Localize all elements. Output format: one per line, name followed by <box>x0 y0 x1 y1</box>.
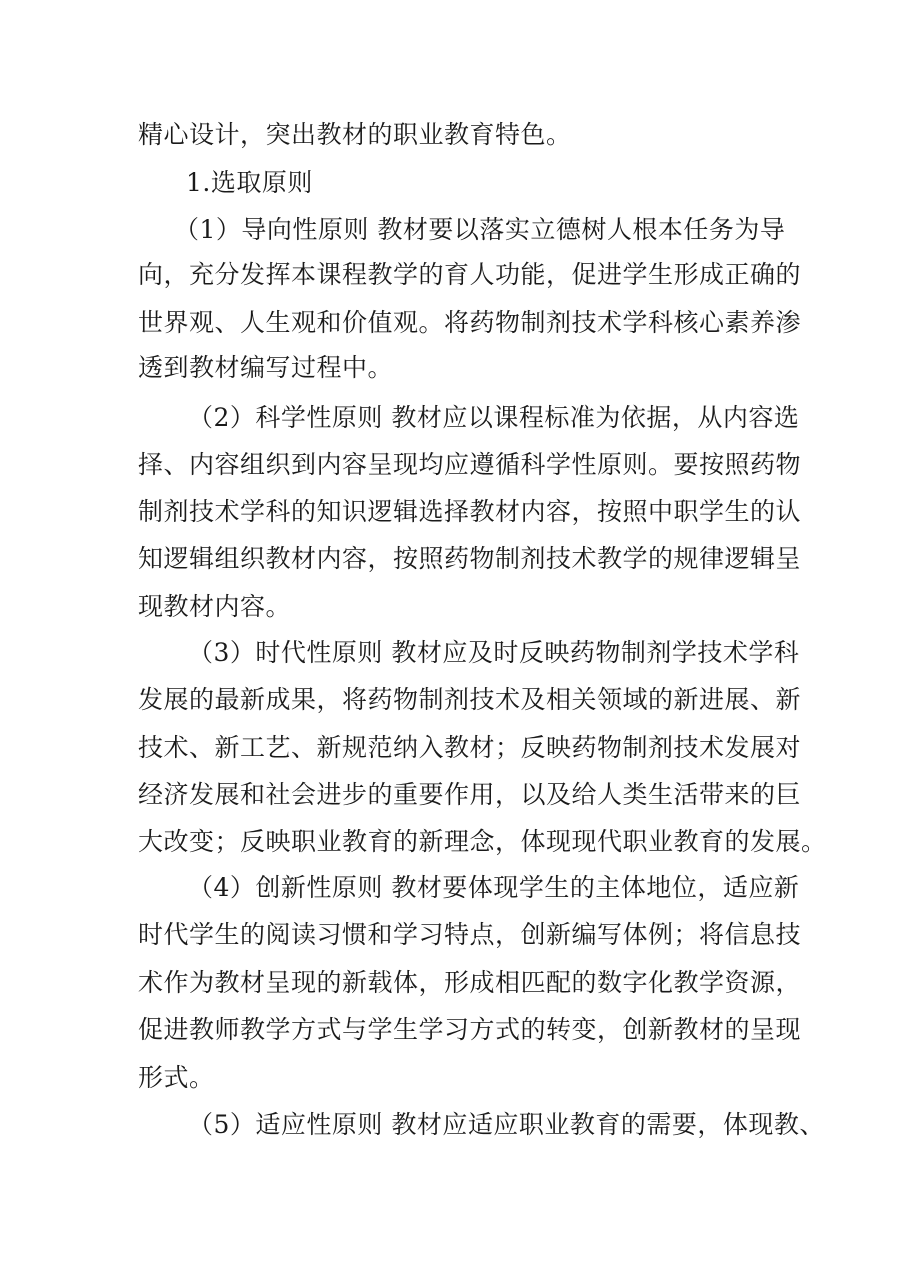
text-line: （2）科学性原则 教材应以课程标准为依据，从内容选 <box>188 403 800 432</box>
section-heading: 1.选取原则 <box>186 168 313 197</box>
text-line: 术作为教材呈现的新载体，形成相匹配的数字化教学资源， <box>138 968 802 997</box>
text-line: 世界观、人生观和价值观。将药物制剂技术学科核心素养渗 <box>138 308 802 337</box>
text-line: 时代学生的阅读习惯和学习特点，创新编写体例；将信息技 <box>138 920 802 949</box>
text-line: 发展的最新成果，将药物制剂技术及相关领域的新进展、新 <box>138 685 802 714</box>
text-line: 精心设计，突出教材的职业教育特色。 <box>138 120 572 149</box>
text-line: 透到教材编写过程中。 <box>138 353 394 382</box>
text-line: （4）创新性原则 教材要体现学生的主体地位，适应新 <box>188 873 800 902</box>
text-line: 择、内容组织到内容呈现均应遵循科学性原则。要按照药物 <box>138 450 802 479</box>
text-line: 现教材内容。 <box>138 592 292 621</box>
text-line: （1）导向性原则 教材要以落实立德树人根本任务为导 <box>174 215 786 244</box>
text-line: （5）适应性原则 教材应适应职业教育的需要，体现教、 <box>188 1110 825 1139</box>
text-line: 向，充分发挥本课程教学的育人功能，促进学生形成正确的 <box>138 260 802 289</box>
text-line: 形式。 <box>138 1063 215 1092</box>
text-line: 大改变；反映职业教育的新理念，体现现代职业教育的发展。 <box>138 827 827 856</box>
text-line: （3）时代性原则 教材应及时反映药物制剂学技术学科 <box>188 638 800 667</box>
text-line: 促进教师教学方式与学生学习方式的转变，创新教材的呈现 <box>138 1015 802 1044</box>
text-line: 经济发展和社会进步的重要作用，以及给人类生活带来的巨 <box>138 780 802 809</box>
text-line: 制剂技术学科的知识逻辑选择教材内容，按照中职学生的认 <box>138 497 802 526</box>
text-line: 知逻辑组织教材内容，按照药物制剂技术教学的规律逻辑呈 <box>138 544 802 573</box>
text-line: 技术、新工艺、新规范纳入教材；反映药物制剂技术发展对 <box>138 733 802 762</box>
